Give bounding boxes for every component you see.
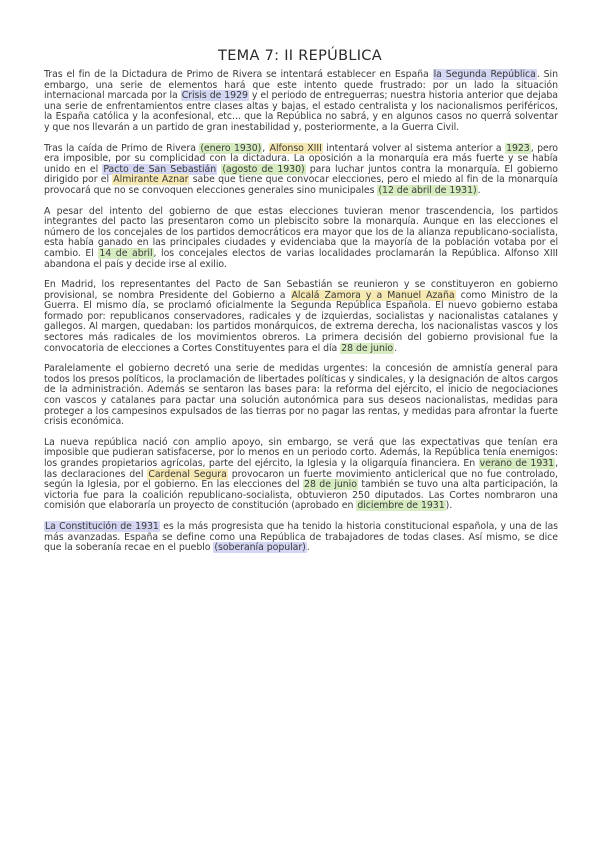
highlight-green: verano de 1931	[479, 458, 555, 469]
highlight-green: diciembre de 1931	[357, 500, 445, 512]
paragraph-6	[44, 438, 558, 512]
text-run: ).	[445, 500, 453, 512]
highlight-green: 28 de junio	[341, 342, 394, 354]
text-run: .	[306, 542, 310, 554]
highlight-blue: (soberanía popular)	[214, 542, 306, 554]
text-run: Paralelamente el gobierno decretó una serie de medidas urgentes: la concesión de amnistía general para todos los presos políticos, la proclamación de libertades políticas y sindicales, y la designación de altos cargos de la administración. Además se sentaron las bases para: la reforma del ejército, el inicio de negociaciones con vascos y catalanes para pactar una solución autonómica para sus deseos nacionalistas, medidas para proteger a los campesinos expulsados de las tierras por no pagar las rentas, y medidas para afrontar la fuerte crisis económica.	[44, 363, 558, 428]
text-run: En Madrid, los representantes del Pacto de San Sebastián se reunieron y se constituyeron en gobierno provisional, se nombra Presidente del Gobierno a	[44, 279, 558, 301]
highlight-green: (enero 1930)	[200, 142, 262, 154]
highlight-green: 28 de junio	[304, 479, 357, 491]
text-run: sabe que tiene que convocar elecciones, pero el miedo al fin de la monarquía provocará que no se convoquen elecciones generales sino municipales	[44, 174, 558, 196]
highlight-green: (agosto de 1930)	[222, 163, 305, 175]
paragraph-1	[44, 70, 558, 134]
paragraph-2	[44, 144, 558, 197]
highlight-yellow: Alcalá Zamora y a Manuel Azaña	[291, 289, 455, 301]
page-title: TEMA 7: II REPÚBLICA	[218, 47, 382, 64]
text-run: Tras la caída de Primo de Rivera	[44, 142, 200, 154]
paragraph-4	[44, 280, 558, 354]
text-run: también se tuvo una alta participación, la victoria fue para la coalición republicano-socialista, obtuvieron 250 diputados. Las Cortes nombraron una comisión que elaboraría un proyecto de constitución (aprobado en	[44, 479, 558, 512]
highlight-green: (12 de abril de 1931)	[378, 184, 477, 196]
highlight-yellow: Alfonso XIII	[269, 142, 322, 154]
text-run: , pero era imposible, por su complicidad con la dictadura. La oposición a la monarquía era más fuerte y se había unido en el	[44, 142, 558, 175]
text-run: , los concejales electos de varias localidades proclamarán la República. Alfonso XIII abandona el país y decide irse al exilio.	[44, 247, 558, 270]
highlight-blue: Crisis de 1929	[181, 90, 248, 102]
text-run: intentará volver al sistema anterior a	[322, 142, 506, 154]
document-body	[44, 70, 558, 564]
paragraph-7	[44, 522, 558, 554]
highlight-green: 1923	[506, 142, 530, 154]
paragraph-3	[44, 207, 558, 271]
highlight-yellow: Cardenal Segura	[148, 468, 227, 480]
text-run: para luchar juntos contra la monarquía. El gobierno dirigido por el	[44, 163, 558, 186]
text-run: , las declaraciones del	[44, 458, 558, 480]
text-run: es la más progresista que ha tenido la historia constitucional española, y una de las más avanzadas. España se define como una República de trabajadores de todas clases. Así mismo, se dice que la soberanía recae en el pueblo	[44, 520, 559, 554]
highlight-green: 14 de abril	[99, 247, 153, 259]
text-run: . Sin embargo, una serie de elementos hará que este intento quede frustrado: por un lado la situación internacional marcada por la	[44, 69, 558, 102]
text-run: .	[477, 184, 481, 196]
text-run: ,	[262, 142, 269, 154]
text-run: como Ministro de la Guerra. El mismo día, se proclamó oficialmente la Segunda República Española. El nuevo gobierno estaba formado por: republicanos conservadores, radicales y de izquierdas, socialistas y nacionalistas catalanes y gallegos. Al margen, quedaban: los partidos monárquicos, de extrema derecha, los nacionalistas vascos y los sectores más radicales de los movimientos obreros. La primera decisión del gobierno provisional fue la convocatoria de elecciones a Cortes Constituyentes para el día	[44, 289, 558, 354]
text-run: provocaron un fuerte movimiento anticlerical que no fue controlado, según la Iglesia, por el gobierno. En las elecciones del	[44, 468, 558, 491]
highlight-blue: la Segunda República	[433, 69, 536, 80]
text-run: A pesar del intento del gobierno de que estas elecciones tuvieran menor trascendencia, los partidos integrantes del pacto las presentaron como un plebiscito sobre la monarquía. Aunque en las elecciones el número de los concejales de los partidos democráticos era mayor que los de la alianza republicano-socialista, esta había ganado en las principales ciudades y evidenciaba que la mayoría de la población votaba por el cambio. El	[44, 205, 558, 259]
text-run: La nueva república nació con amplio apoyo, sin embargo, se verá que las expectativas que tenían era imposible que pudieran satisfacerse, por lo menos en un periodo corto. Además, la República tenía enemigos: los grandes propietarios agrícolas, parte del ejército, la Iglesia y la oligarquía financiera. En	[44, 436, 558, 469]
text-run: y el periodo de entreguerras; nuestra historia anterior que dejaba una serie de enfrentamientos entre clases altas y bajas, el estado centralista y los nacionalismos periféricos, la España católica y la aconfesional, etc... que la República no sabrá, y en algunos casos no querrá solventar y que nos llevarán a un partido de gran inestabilidad y, posteriormente, a la Guerra Civil.	[44, 90, 559, 133]
text-run: .	[394, 342, 398, 354]
text-run: Tras el fin de la Dictadura de Primo de Rivera se intentará establecer en España	[44, 69, 433, 80]
highlight-blue: La Constitución de 1931	[45, 520, 159, 532]
paragraph-5	[44, 364, 558, 428]
highlight-yellow: Almirante Aznar	[113, 174, 189, 186]
highlight-blue: Pacto de San Sebastián	[103, 163, 217, 175]
